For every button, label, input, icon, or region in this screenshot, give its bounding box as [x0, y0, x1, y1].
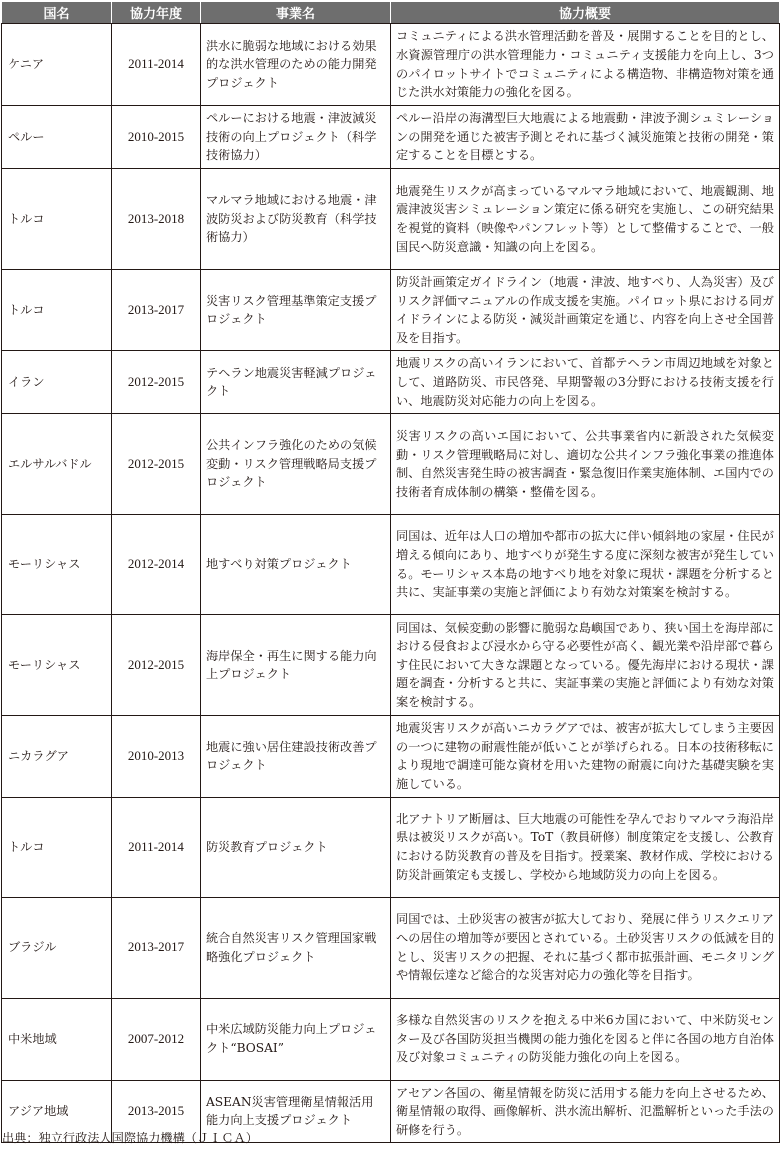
project-cell: 災害リスク管理基準策定支援プロジェクト	[201, 270, 391, 351]
table-row	[2, 351, 780, 414]
period-cell: 2010-2015	[112, 106, 201, 169]
cooperation-table	[1, 1, 780, 1143]
header-project: 事業名	[201, 2, 391, 24]
period-cell: 2012-2015	[112, 351, 201, 414]
table-row	[2, 515, 780, 615]
period-cell: 2011-2014	[112, 24, 201, 106]
period-cell: 2012-2015	[112, 615, 201, 716]
table-row	[2, 270, 780, 351]
period-cell: 2013-2015	[112, 1080, 201, 1143]
period-cell: 2013-2018	[112, 169, 201, 270]
country-cell: トルコ	[2, 270, 112, 351]
table-row	[2, 797, 780, 897]
project-cell: ペルーにおける地震・津波減災技術の向上プロジェクト（科学技術協力）	[201, 106, 391, 169]
country-cell: アジア地域	[2, 1080, 112, 1143]
summary-cell: 地震発生リスクが高まっているマルマラ地域において、地震観測、地震津波災害シミュレーション策定に係る研究を実施し、この研究結果を視覚的資料（映像やパンフレット等）として整備することで、一般国民へ防災意識・知識の向上を図る。	[391, 169, 780, 270]
table-row	[2, 897, 780, 998]
summary-cell: 同国は、気候変動の影響に脆弱な島嶼国であり、狭い国土を海岸部における侵食および浸水から守る必要性が高く、観光業や沿岸部で暮らす住民において大きな課題となっている。優先海岸における現状・課題を調査・分析すると共に、実証事業の実施と評価により有効な対策案を検討する。	[391, 615, 780, 716]
summary-cell: 防災計画策定ガイドライン（地震・津波、地すべり、人為災害）及びリスク評価マニュアルの作成支援を実施。パイロット県における同ガイドラインによる防災・減災計画策定を通じ、内容を向上させ全国普及を目指す。	[391, 270, 780, 351]
table-row	[2, 414, 780, 515]
summary-cell: ペルー沿岸の海溝型巨大地震による地震動・津波予測シュミレーションの開発を通じた被害予測とそれに基づく減災施策と技術の開発・策定することを目標とする。	[391, 106, 780, 169]
period-cell: 2010-2013	[112, 716, 201, 797]
table-row	[2, 716, 780, 797]
period-cell: 2013-2017	[112, 897, 201, 998]
project-cell: 中米広域防災能力向上プロジェクト“BOSAI”	[201, 998, 391, 1080]
project-cell: 防災教育プロジェクト	[201, 797, 391, 897]
summary-cell: 地震リスクの高いイランにおいて、首都テヘラン市周辺地域を対象として、道路防災、市民啓発、早期警報の3分野における技術支援を行い、地震防災対応能力の向上を図る。	[391, 351, 780, 414]
country-cell: イラン	[2, 351, 112, 414]
table-row	[2, 106, 780, 169]
summary-cell: 同国では、土砂災害の被害が拡大しており、発展に伴うリスクエリアへの居住の増加等が要因とされている。土砂災害リスクの低減を目的とし、災害リスクの把握、それに基づく都市拡張計画、モニタリングや情報伝達など総合的な災害対応力の強化等を目指す。	[391, 897, 780, 998]
summary-cell: コミュニティによる洪水管理活動を普及・展開することを目的とし、水資源管理庁の洪水管理能力・コミュニティ支援能力を向上し、3つのパイロットサイトでコミュニティによる構造物、非構造物対策を通じた洪水対策能力の強化を図る。	[391, 24, 780, 106]
country-cell: モーリシャス	[2, 515, 112, 615]
header-summary: 協力概要	[391, 2, 780, 24]
project-cell: 地すべり対策プロジェクト	[201, 515, 391, 615]
table-row	[2, 24, 780, 106]
header-country: 国名	[2, 2, 112, 24]
period-cell: 2007-2012	[112, 998, 201, 1080]
summary-cell: 北アナトリア断層は、巨大地震の可能性を孕んでおりマルマラ海沿岸県は被災リスクが高い。ToT（教員研修）制度策定を支援し、公教育における防災教育の普及を目指す。授業案、教材作成、学校における防災計画策定も支援し、学校から地域防災力の向上を図る。	[391, 797, 780, 897]
table-row	[2, 615, 780, 716]
summary-cell: 同国は、近年は人口の増加や都市の拡大に伴い傾斜地の家屋・住民が増える傾向にあり、地すべりが発生する度に深刻な被害が発生している。モーリシャス本島の地すべり地を対象に現状・課題を分析すると共に、実証事業の実施と評価により有効な対策案を検討する。	[391, 515, 780, 615]
country-cell: ニカラグア	[2, 716, 112, 797]
project-cell: ASEAN災害管理衛星情報活用能力向上支援プロジェクト	[201, 1080, 391, 1143]
project-cell: 公共インフラ強化のための気候変動・リスク管理戦略局支援プロジェクト	[201, 414, 391, 515]
period-cell: 2012-2015	[112, 414, 201, 515]
table-row	[2, 998, 780, 1080]
project-cell: 地震に強い居住建設技術改善プロジェクト	[201, 716, 391, 797]
country-cell: 中米地域	[2, 998, 112, 1080]
period-cell: 2011-2014	[112, 797, 201, 897]
project-cell: 統合自然災害リスク管理国家戦略強化プロジェクト	[201, 897, 391, 998]
country-cell: モーリシャス	[2, 615, 112, 716]
country-cell: ペルー	[2, 106, 112, 169]
period-cell: 2012-2014	[112, 515, 201, 615]
summary-cell: 地震災害リスクが高いニカラグアでは、被害が拡大してしまう主要因の一つに建物の耐震性能が低いことが挙げられる。日本の技術移転により現地で調達可能な資材を用いた建物の耐震に向けた基礎実験を実施している。	[391, 716, 780, 797]
country-cell: トルコ	[2, 797, 112, 897]
country-cell: トルコ	[2, 169, 112, 270]
period-cell: 2013-2017	[112, 270, 201, 351]
header-period: 協力年度	[112, 2, 201, 24]
summary-cell: アセアン各国の、衛星情報を防災に活用する能力を向上させるため、衛星情報の取得、画像解析、洪水流出解析、氾濫解析といった手法の研修を行う。	[391, 1080, 780, 1143]
country-cell: ケニア	[2, 24, 112, 106]
project-cell: テヘラン地震災害軽減プロジェクト	[201, 351, 391, 414]
project-cell: 海岸保全・再生に関する能力向上プロジェクト	[201, 615, 391, 716]
header-row	[2, 2, 780, 24]
summary-cell: 災害リスクの高いエ国において、公共事業省内に新設された気候変動・リスク管理戦略局に対し、適切な公共インフラ強化事業の推進体制、自然災害発生時の被害調査・緊急復旧作業実施体制、エ国内での技術者育成体制の構築・整備を図る。	[391, 414, 780, 515]
country-cell: ブラジル	[2, 897, 112, 998]
summary-cell: 多様な自然災害のリスクを抱える中米6カ国において、中米防災センター及び各国防災担当機関の能力強化を図ると伴に各国の地方自治体及び対象コミュニティの防災能力強化の向上を図る。	[391, 998, 780, 1080]
country-cell: エルサルバドル	[2, 414, 112, 515]
source-note: 出典：独立行政法人国際協力機構（ＪＩＣＡ）	[2, 1131, 258, 1145]
project-cell: 洪水に脆弱な地域における効果的な洪水管理のための能力開発プロジェクト	[201, 24, 391, 106]
project-cell: マルマラ地域における地震・津波防災および防災教育（科学技術協力）	[201, 169, 391, 270]
table-row	[2, 169, 780, 270]
